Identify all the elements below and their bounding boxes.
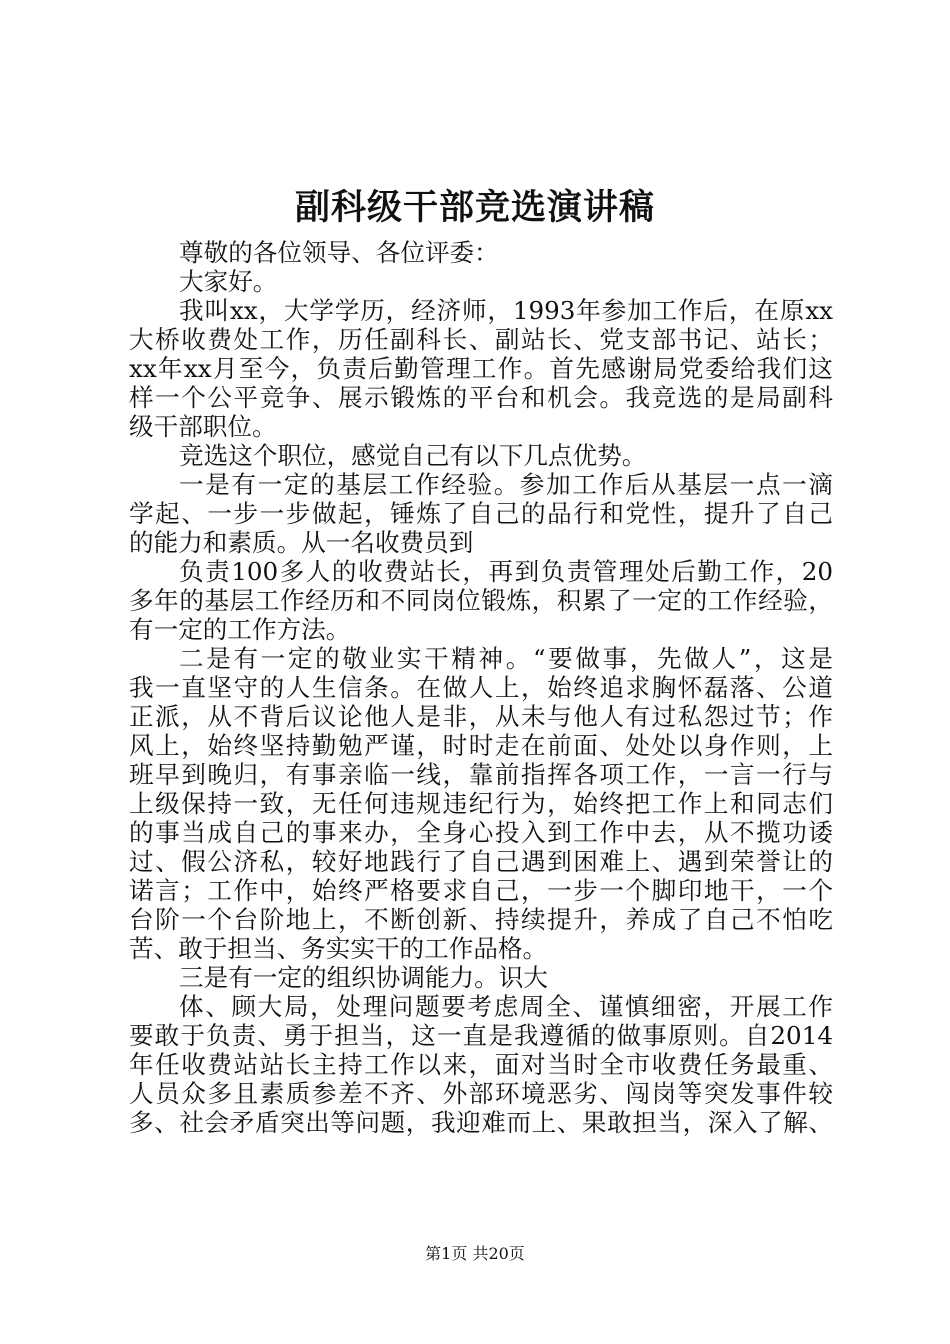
- paragraph-line: 学起、一步一步做起，锤炼了自己的品行和党性，提升了自己: [129, 499, 833, 528]
- paragraph-line: 的能力和素质。从一名收费员到: [129, 528, 474, 557]
- paragraph-line: 班早到晚归，有事亲临一线，靠前指挥各项工作，一言一行与: [129, 760, 833, 789]
- paragraph-line: 过、假公济私，较好地践行了自己遇到困难上、遇到荣誉让的: [129, 847, 833, 876]
- paragraph-line: 有一定的工作方法。: [129, 615, 351, 644]
- paragraph-line: 诺言；工作中，始终严格要求自己，一步一个脚印地干，一个: [129, 876, 833, 905]
- paragraph-line: 一是有一定的基层工作经验。参加工作后从基层一点一滴: [179, 470, 833, 499]
- paragraph-line: 二是有一定的敬业实干精神。“要做事，先做人”，这是: [179, 644, 833, 673]
- paragraph-line: 风上，始终坚持勤勉严谨，时时走在前面、处处以身作则，上: [129, 731, 833, 760]
- paragraph-line: 正派，从不背后议论他人是非，从未与他人有过私怨过节；作: [129, 702, 833, 731]
- paragraph-line: 样一个公平竞争、展示锻炼的平台和机会。我竞选的是局副科: [129, 383, 833, 412]
- document-body: [129, 238, 833, 1137]
- paragraph-line: 级干部职位。: [129, 412, 277, 441]
- paragraph-line: 尊敬的各位领导、各位评委：: [179, 238, 499, 267]
- paragraph-line: 要敢于负责、勇于担当，这一直是我遵循的做事原则。自2014: [129, 1021, 833, 1050]
- page-footer: 第1页 共20页: [425, 1244, 525, 1263]
- paragraph-line: 人员众多且素质参差不齐、外部环境恶劣、闯岗等突发事件较: [129, 1079, 833, 1108]
- paragraph-line: 我叫xx，大学学历，经济师，1993年参加工作后，在原xx: [179, 296, 833, 325]
- paragraph-line: 竞选这个职位，感觉自己有以下几点优势。: [179, 441, 647, 470]
- paragraph-line: xx年xx月至今，负责后勤管理工作。首先感谢局党委给我们这: [129, 354, 833, 383]
- paragraph-line: 年任收费站站长主持工作以来，面对当时全市收费任务最重、: [129, 1050, 833, 1079]
- paragraph-line: 多年的基层工作经历和不同岗位锻炼，积累了一定的工作经验，: [129, 586, 833, 615]
- paragraph-line: 台阶一个台阶地上，不断创新、持续提升，养成了自己不怕吃: [129, 905, 833, 934]
- paragraph-line: 多、社会矛盾突出等问题，我迎难而上、果敢担当，深入了解、: [129, 1108, 833, 1137]
- paragraph-line: 体、顾大局，处理问题要考虑周全、谨慎细密，开展工作: [179, 992, 833, 1021]
- paragraph-line: 三是有一定的组织协调能力。识大: [179, 963, 548, 992]
- paragraph-line: 大桥收费处工作，历任副科长、副站长、党支部书记、站长；: [129, 325, 833, 354]
- paragraph-line: 苦、敢于担当、务实实干的工作品格。: [129, 934, 548, 963]
- paragraph-line: 大家好。: [179, 267, 278, 296]
- paragraph-line: 的事当成自己的事来办，全身心投入到工作中去，从不揽功诿: [129, 818, 833, 847]
- paragraph-line: 上级保持一致，无任何违规违纪行为，始终把工作上和同志们: [129, 789, 833, 818]
- paragraph-line: 负责100多人的收费站长，再到负责管理处后勤工作，20: [179, 557, 833, 586]
- paragraph-line: 我一直坚守的人生信条。在做人上，始终追求胸怀磊落、公道: [129, 673, 833, 702]
- document-title: 副科级干部竞选演讲稿: [294, 187, 655, 228]
